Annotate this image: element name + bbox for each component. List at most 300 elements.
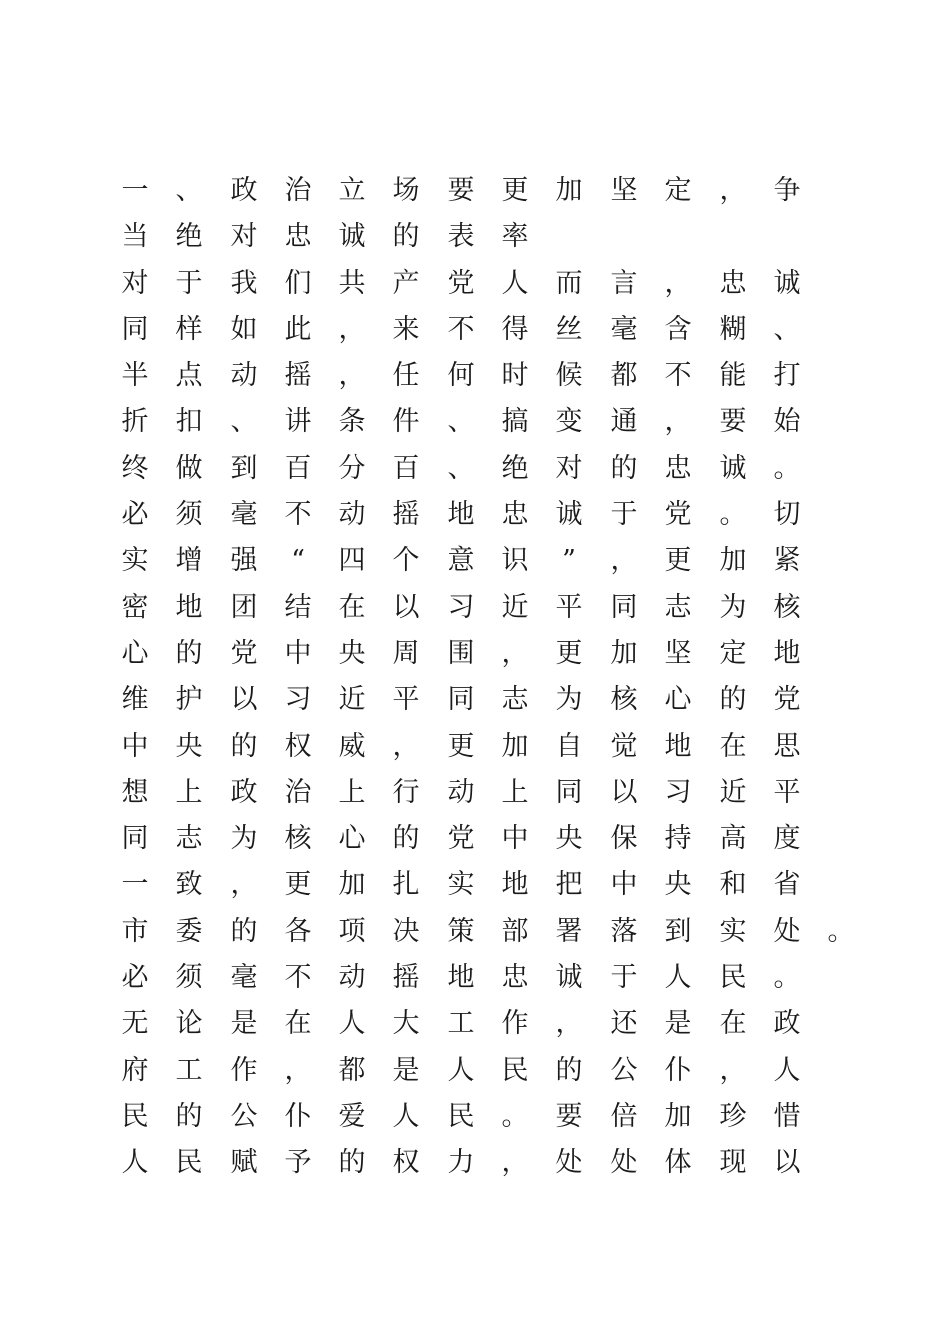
text-char: 中	[121, 730, 149, 762]
text-char: 治	[284, 175, 312, 206]
text-char: 省	[773, 869, 801, 901]
text-line	[0, 1094, 950, 1140]
text-char: 半	[121, 360, 149, 392]
text-char: 持	[664, 823, 692, 855]
text-char: 民	[719, 962, 747, 994]
text-char: 署	[555, 915, 583, 947]
text-char: 须	[175, 962, 203, 994]
text-char: 核	[284, 823, 312, 855]
text-char: 条	[338, 406, 366, 438]
text-char: 思	[773, 730, 801, 762]
text-char: 和	[719, 869, 747, 901]
text-char: 到	[230, 452, 258, 484]
text-char: ，	[719, 1054, 747, 1086]
text-char: 予	[284, 1147, 312, 1179]
text-char: 实	[447, 869, 475, 901]
text-char: 做	[175, 452, 203, 484]
text-char: 周	[392, 637, 420, 669]
text-char: 折	[121, 406, 149, 438]
text-line	[0, 399, 950, 445]
text-char: 、	[175, 175, 203, 206]
text-char: 不	[664, 360, 692, 392]
text-char: 识	[501, 545, 529, 577]
text-char: 权	[284, 730, 312, 762]
text-char: 毫	[230, 962, 258, 994]
text-char: ，	[392, 730, 420, 762]
text-char: ，	[284, 1054, 312, 1086]
text-char: 仆	[284, 1100, 312, 1132]
text-char: 。	[773, 452, 801, 484]
text-char: 立	[338, 175, 366, 206]
text-char: 以	[610, 776, 638, 808]
text-char: 四	[338, 545, 366, 577]
text-char: 决	[392, 915, 420, 947]
text-char: 志	[664, 591, 692, 623]
text-char: 始	[773, 406, 801, 438]
text-char: 必	[121, 962, 149, 994]
text-char: 策	[447, 915, 475, 947]
text-char: 地	[447, 499, 475, 531]
text-char: 绝	[501, 452, 529, 484]
text-line	[0, 816, 950, 862]
text-char: 志	[501, 684, 529, 716]
text-char: 处	[555, 1147, 583, 1179]
text-char: 珍	[719, 1100, 747, 1132]
text-line	[0, 1048, 950, 1094]
text-char: 的	[555, 1054, 583, 1086]
text-char: 党	[773, 684, 801, 716]
text-char: 市	[121, 915, 149, 947]
text-char: 言	[610, 267, 638, 299]
text-char: 来	[392, 313, 420, 345]
text-char: 同	[121, 823, 149, 855]
text-char: 动	[338, 962, 366, 994]
text-char: 毫	[230, 499, 258, 531]
text-char: 近	[338, 684, 366, 716]
text-char: 切	[773, 499, 801, 531]
text-char: 央	[338, 637, 366, 669]
text-char: 地	[664, 730, 692, 762]
text-char: 样	[175, 313, 203, 345]
text-char: 丝	[555, 313, 583, 345]
text-char: 部	[501, 915, 529, 947]
text-char: 得	[501, 313, 529, 345]
text-char: 要	[719, 406, 747, 438]
text-char: 打	[773, 360, 801, 392]
text-char: 党	[230, 637, 258, 669]
text-char: ，	[719, 175, 747, 206]
text-char: 。	[501, 1100, 529, 1132]
text-char: 终	[121, 452, 149, 484]
text-char: 民	[447, 1100, 475, 1132]
text-char: 团	[230, 591, 258, 623]
text-line	[0, 446, 950, 492]
text-char: 坚	[610, 175, 638, 206]
text-char: 在	[284, 1008, 312, 1040]
text-char: 诚	[719, 452, 747, 484]
text-char: 赋	[230, 1147, 258, 1179]
text-char: 加	[719, 545, 747, 577]
text-char: 在	[719, 1008, 747, 1040]
text-char: 平	[773, 776, 801, 808]
text-char: 平	[392, 684, 420, 716]
text-char: 民	[175, 1147, 203, 1179]
text-char: 项	[338, 915, 366, 947]
text-char: 党	[664, 499, 692, 531]
text-char: 摇	[392, 962, 420, 994]
text-char: 诚	[773, 267, 801, 299]
text-char: 是	[664, 1008, 692, 1040]
text-char: 平	[555, 591, 583, 623]
text-char: 于	[610, 962, 638, 994]
text-line	[0, 168, 950, 214]
text-char: 力	[447, 1147, 475, 1179]
text-char: 时	[501, 360, 529, 392]
text-char: 中	[284, 637, 312, 669]
text-char: 府	[121, 1054, 149, 1086]
text-char: 习	[664, 776, 692, 808]
text-char: 地	[773, 637, 801, 669]
text-char: 公	[610, 1054, 638, 1086]
text-char: 的	[719, 684, 747, 716]
text-char: 诚	[338, 221, 366, 253]
text-char: 忠	[501, 499, 529, 531]
text-char: 处	[773, 915, 801, 947]
body-text	[0, 168, 950, 1187]
text-char: 实	[719, 915, 747, 947]
text-line	[0, 353, 950, 399]
text-char: 上	[338, 776, 366, 808]
text-char: 忠	[501, 962, 529, 994]
text-char: 的	[175, 637, 203, 669]
text-char: 要	[555, 1100, 583, 1132]
text-char: 能	[719, 360, 747, 392]
text-char: 诚	[555, 499, 583, 531]
text-char: 意	[447, 545, 475, 577]
text-char: 行	[392, 776, 420, 808]
text-char: 的	[392, 221, 420, 253]
text-char: 民	[501, 1054, 529, 1086]
text-char: 到	[664, 915, 692, 947]
text-char: 同	[610, 591, 638, 623]
text-char: 产	[392, 267, 420, 299]
text-char: ，	[338, 313, 366, 345]
text-char: 更	[501, 175, 529, 206]
text-char: 以	[773, 1147, 801, 1179]
text-char: 央	[175, 730, 203, 762]
text-char: 更	[664, 545, 692, 577]
text-char: 度	[773, 823, 801, 855]
text-char: 维	[121, 684, 149, 716]
text-char: 惜	[773, 1100, 801, 1132]
text-char: 工	[447, 1008, 475, 1040]
text-char: 动	[338, 499, 366, 531]
text-char: 在	[719, 730, 747, 762]
text-char: 实	[121, 545, 149, 577]
text-char: 。	[773, 962, 801, 994]
text-char: 而	[555, 267, 583, 299]
text-char: 结	[284, 591, 312, 623]
text-char: 加	[501, 730, 529, 762]
text-char: 近	[719, 776, 747, 808]
text-char: 在	[338, 591, 366, 623]
text-char: 要	[447, 175, 475, 206]
text-char: 。	[827, 915, 855, 947]
text-char: 定	[719, 637, 747, 669]
text-char: 落	[610, 915, 638, 947]
text-char: 共	[338, 267, 366, 299]
text-char: 人	[447, 1054, 475, 1086]
text-char: 通	[610, 406, 638, 438]
text-char: 率	[501, 221, 529, 253]
text-char: 于	[610, 499, 638, 531]
text-char: 人	[501, 267, 529, 299]
text-char: 心	[338, 823, 366, 855]
text-char: ”	[562, 545, 576, 577]
text-char: 把	[555, 869, 583, 901]
text-char: 以	[230, 684, 258, 716]
text-char: 人	[392, 1100, 420, 1132]
text-char: 核	[773, 591, 801, 623]
text-char: 处	[610, 1147, 638, 1179]
text-line	[0, 677, 950, 723]
text-char: 何	[447, 360, 475, 392]
text-char: 点	[175, 360, 203, 392]
text-char: 摇	[392, 499, 420, 531]
text-char: 作	[230, 1054, 258, 1086]
text-char: 是	[230, 1008, 258, 1040]
text-char: 核	[610, 684, 638, 716]
text-char: ，	[338, 360, 366, 392]
text-char: 坚	[664, 637, 692, 669]
text-char: 不	[284, 962, 312, 994]
text-char: 公	[230, 1100, 258, 1132]
text-char: 上	[501, 776, 529, 808]
text-line	[0, 770, 950, 816]
text-char: 于	[175, 267, 203, 299]
text-char: 央	[664, 869, 692, 901]
text-char: 扎	[392, 869, 420, 901]
text-char: ，	[610, 545, 638, 577]
text-line	[0, 307, 950, 353]
text-char: 政	[773, 1008, 801, 1040]
text-char: 致	[175, 869, 203, 901]
text-char: 更	[555, 637, 583, 669]
text-char: 忠	[284, 221, 312, 253]
text-line	[0, 631, 950, 677]
text-char: 分	[338, 452, 366, 484]
text-char: 动	[230, 360, 258, 392]
text-char: 一	[121, 175, 149, 206]
text-char: 更	[447, 730, 475, 762]
text-char: 忠	[664, 452, 692, 484]
text-char: 党	[447, 823, 475, 855]
text-char: 们	[284, 267, 312, 299]
text-char: 我	[230, 267, 258, 299]
text-char: 定	[664, 175, 692, 206]
text-char: 倍	[610, 1100, 638, 1132]
text-char: 对	[121, 267, 149, 299]
text-char: 动	[447, 776, 475, 808]
text-char: 绝	[175, 221, 203, 253]
text-char: ，	[664, 406, 692, 438]
text-char: 对	[230, 221, 258, 253]
text-char: 都	[610, 360, 638, 392]
text-char: 一	[121, 869, 149, 901]
text-line	[0, 492, 950, 538]
text-char: 近	[501, 591, 529, 623]
text-char: 争	[773, 175, 801, 206]
text-char: 增	[175, 545, 203, 577]
text-char: 围	[447, 637, 475, 669]
text-char: 此	[284, 313, 312, 345]
text-char: 人	[121, 1147, 149, 1179]
text-char: 政	[230, 175, 258, 206]
text-char: 百	[284, 452, 312, 484]
text-line	[0, 585, 950, 631]
text-char: 必	[121, 499, 149, 531]
text-line	[0, 214, 950, 260]
text-char: 是	[392, 1054, 420, 1086]
text-char: 民	[121, 1100, 149, 1132]
text-char: 、	[230, 406, 258, 438]
text-char: ，	[230, 869, 258, 901]
text-char: 加	[610, 637, 638, 669]
text-char: 体	[664, 1147, 692, 1179]
text-char: 的	[610, 452, 638, 484]
text-char: 以	[392, 591, 420, 623]
text-char: 为	[230, 823, 258, 855]
text-char: 当	[121, 221, 149, 253]
text-char: 地	[175, 591, 203, 623]
text-char: 、	[447, 406, 475, 438]
text-char: 加	[664, 1100, 692, 1132]
text-char: 护	[175, 684, 203, 716]
text-char: 权	[392, 1147, 420, 1179]
text-char: 紧	[773, 545, 801, 577]
text-char: 地	[501, 869, 529, 901]
text-char: 政	[230, 776, 258, 808]
text-char: 中	[501, 823, 529, 855]
text-char: 党	[447, 267, 475, 299]
text-line	[0, 955, 950, 1001]
text-char: 忠	[719, 267, 747, 299]
text-char: ，	[555, 1008, 583, 1040]
text-char: 想	[121, 776, 149, 808]
text-char: 心	[664, 684, 692, 716]
text-char: 委	[175, 915, 203, 947]
text-char: 诚	[555, 962, 583, 994]
text-char: 大	[392, 1008, 420, 1040]
text-line	[0, 261, 950, 307]
text-char: ，	[501, 1147, 529, 1179]
text-char: 件	[392, 406, 420, 438]
text-char: 的	[175, 1100, 203, 1132]
text-char: 糊	[719, 313, 747, 345]
text-char: 爱	[338, 1100, 366, 1132]
text-char: 。	[719, 499, 747, 531]
text-char: 个	[392, 545, 420, 577]
text-char: 自	[555, 730, 583, 762]
text-char: 摇	[284, 360, 312, 392]
text-char: 工	[175, 1054, 203, 1086]
text-char: 为	[555, 684, 583, 716]
text-char: 密	[121, 591, 149, 623]
text-char: 、	[773, 313, 801, 345]
text-char: “	[291, 545, 305, 577]
text-line	[0, 724, 950, 770]
text-line	[0, 1001, 950, 1047]
text-char: 毫	[610, 313, 638, 345]
text-char: 须	[175, 499, 203, 531]
text-char: 治	[284, 776, 312, 808]
text-char: 中	[610, 869, 638, 901]
text-char: 候	[555, 360, 583, 392]
text-char: 对	[555, 452, 583, 484]
text-line	[0, 862, 950, 908]
text-char: 的	[230, 730, 258, 762]
text-char: 现	[719, 1147, 747, 1179]
text-char: 作	[501, 1008, 529, 1040]
text-char: 还	[610, 1008, 638, 1040]
text-char: 更	[284, 869, 312, 901]
text-char: 无	[121, 1008, 149, 1040]
text-char: 如	[230, 313, 258, 345]
text-char: 为	[719, 591, 747, 623]
text-char: 的	[230, 915, 258, 947]
text-char: 扣	[175, 406, 203, 438]
text-char: 上	[175, 776, 203, 808]
text-char: 人	[773, 1054, 801, 1086]
text-char: 地	[447, 962, 475, 994]
text-char: 各	[284, 915, 312, 947]
text-char: ，	[501, 637, 529, 669]
text-char: 高	[719, 823, 747, 855]
text-char: 任	[392, 360, 420, 392]
text-char: 保	[610, 823, 638, 855]
text-char: 搞	[501, 406, 529, 438]
text-char: 表	[447, 221, 475, 253]
text-char: 的	[338, 1147, 366, 1179]
text-char: 含	[664, 313, 692, 345]
text-char: 场	[392, 175, 420, 206]
text-char: 同	[121, 313, 149, 345]
text-char: 的	[392, 823, 420, 855]
text-char: 讲	[284, 406, 312, 438]
text-char: 不	[447, 313, 475, 345]
text-char: ，	[664, 267, 692, 299]
text-char: 论	[175, 1008, 203, 1040]
text-char: 仆	[664, 1054, 692, 1086]
text-line	[0, 1140, 950, 1186]
text-char: 人	[664, 962, 692, 994]
text-char: 加	[555, 175, 583, 206]
text-char: 人	[338, 1008, 366, 1040]
text-char: 加	[338, 869, 366, 901]
text-line	[0, 538, 950, 584]
text-char: 觉	[610, 730, 638, 762]
text-line	[0, 909, 950, 955]
text-char: 都	[338, 1054, 366, 1086]
text-char: 威	[338, 730, 366, 762]
text-char: 习	[447, 591, 475, 623]
text-char: 同	[447, 684, 475, 716]
text-char: 强	[230, 545, 258, 577]
text-char: 央	[555, 823, 583, 855]
text-char: 同	[555, 776, 583, 808]
text-char: 、	[447, 452, 475, 484]
text-char: 变	[555, 406, 583, 438]
